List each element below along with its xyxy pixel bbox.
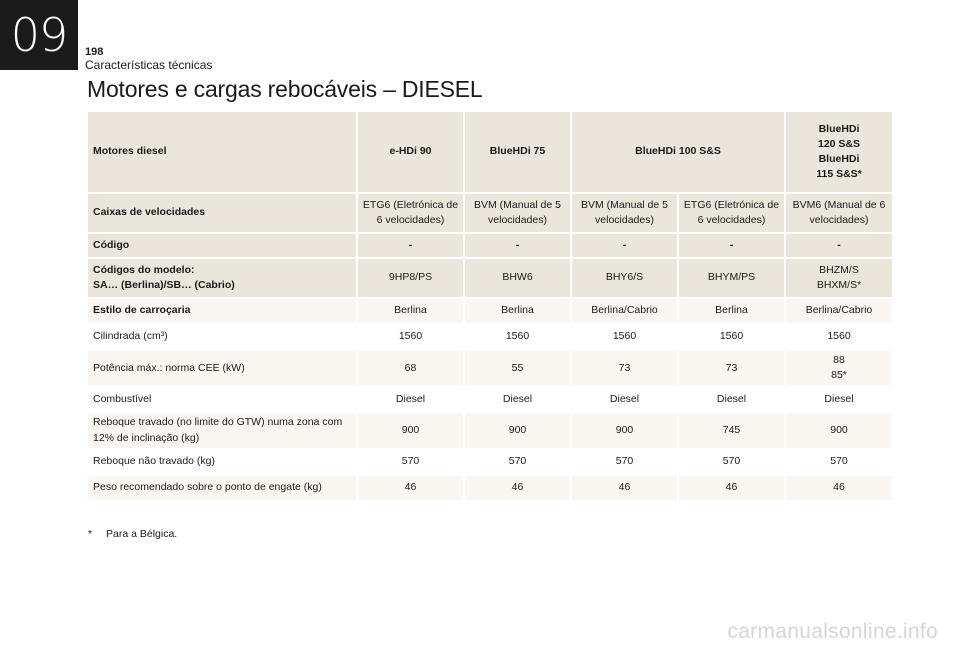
table-cell: Diesel	[358, 387, 463, 411]
table-cell-label: Cilindrada (cm³)	[88, 325, 356, 349]
table-cell: 570	[572, 450, 677, 474]
table-cell: 46	[679, 476, 784, 500]
table-cell: 73	[679, 351, 784, 385]
table-cell: Berlina	[679, 299, 784, 323]
table-row-code	[88, 234, 892, 257]
table-cell: 68	[358, 351, 463, 385]
table-cell: 1560	[465, 325, 570, 349]
table-cell: BVM (Manual de 5 velocidades)	[465, 194, 570, 232]
table-cell-label: Códigos do modelo: SA… (Berlina)/SB… (Cabrio)	[88, 259, 356, 297]
table-cell: 900	[572, 413, 677, 447]
table-cell: -	[679, 234, 784, 257]
table-cell: 1560	[572, 325, 677, 349]
table-cell: BVM6 (Manual de 6 velocidades)	[786, 194, 892, 232]
section-label: Características técnicas	[85, 58, 213, 72]
table-row-towball-weight	[88, 476, 892, 500]
table-cell: 1560	[786, 325, 892, 349]
table-cell-label: Caixas de velocidades	[88, 194, 356, 232]
table-cell: Berlina/Cabrio	[572, 299, 677, 323]
table-cell: ETG6 (Eletrónica de 6 velocidades)	[679, 194, 784, 232]
table-cell-label: Combustível	[88, 387, 356, 411]
footnote	[88, 528, 177, 540]
table-cell-label: Peso recomendado sobre o ponto de engate (kg)	[88, 476, 356, 500]
table-cell: 900	[358, 413, 463, 447]
table-cell: 46	[786, 476, 892, 500]
table-cell: e-HDi 90	[358, 112, 463, 192]
page-number: 198	[85, 46, 104, 58]
table-cell-label: Motores diesel	[88, 112, 356, 192]
table-cell: BlueHDi 120 S&S BlueHDi 115 S&S*	[786, 112, 892, 192]
table-cell: Berlina	[358, 299, 463, 323]
table-row-model-codes	[88, 259, 892, 297]
table-row-displacement	[88, 325, 892, 349]
table-row-unbraked-trailer	[88, 450, 892, 474]
table-cell: 46	[572, 476, 677, 500]
specs-table	[86, 110, 894, 502]
table-cell: -	[572, 234, 677, 257]
table-cell: 55	[465, 351, 570, 385]
table-cell: Berlina	[465, 299, 570, 323]
table-cell: 570	[358, 450, 463, 474]
table-cell: 88 85*	[786, 351, 892, 385]
table-cell: Diesel	[786, 387, 892, 411]
table-cell: 46	[358, 476, 463, 500]
table-cell: ETG6 (Eletrónica de 6 velocidades)	[358, 194, 463, 232]
table-cell: 46	[465, 476, 570, 500]
table-cell-label: Reboque travado (no limite do GTW) numa zona com 12% de inclinação (kg)	[88, 413, 356, 447]
footnote-mark: *	[88, 528, 93, 540]
table-cell: Berlina/Cabrio	[786, 299, 892, 323]
table-cell: Diesel	[572, 387, 677, 411]
chapter-tab: 09	[0, 0, 78, 70]
table-cell: Diesel	[465, 387, 570, 411]
table-cell: 9HP8/PS	[358, 259, 463, 297]
footnote-text: Para a Bélgica.	[106, 528, 178, 540]
table-cell-label: Reboque não travado (kg)	[88, 450, 356, 474]
table-row-engines	[88, 112, 892, 192]
table-cell: 1560	[358, 325, 463, 349]
table-cell: 900	[786, 413, 892, 447]
table-cell: 1560	[679, 325, 784, 349]
table-cell: 745	[679, 413, 784, 447]
table-cell: 570	[465, 450, 570, 474]
table-cell: BHY6/S	[572, 259, 677, 297]
table-cell-label: Potência máx.: norma CEE (kW)	[88, 351, 356, 385]
table-row-power	[88, 351, 892, 385]
table-cell-label: Código	[88, 234, 356, 257]
table-cell: 900	[465, 413, 570, 447]
table-cell: BHW6	[465, 259, 570, 297]
table-cell: -	[358, 234, 463, 257]
table-row-fuel	[88, 387, 892, 411]
table-cell: BHZM/S BHXM/S*	[786, 259, 892, 297]
table-cell: BlueHDi 75	[465, 112, 570, 192]
table-cell-label: Estilo de carroçaria	[88, 299, 356, 323]
table-cell: 73	[572, 351, 677, 385]
page-title: Motores e cargas rebocáveis – DIESEL	[87, 76, 483, 102]
table-cell: 570	[679, 450, 784, 474]
table-row-gearbox	[88, 194, 892, 232]
table-cell: BHYM/PS	[679, 259, 784, 297]
table-cell: -	[465, 234, 570, 257]
table-cell: Diesel	[679, 387, 784, 411]
table-cell: 570	[786, 450, 892, 474]
table-cell: BlueHDi 100 S&S	[572, 112, 784, 192]
table-row-braked-trailer	[88, 413, 892, 447]
table-cell: -	[786, 234, 892, 257]
watermark: carmanualsonline.info	[727, 620, 938, 643]
table-row-body-style	[88, 299, 892, 323]
table-cell: BVM (Manual de 5 velocidades)	[572, 194, 677, 232]
